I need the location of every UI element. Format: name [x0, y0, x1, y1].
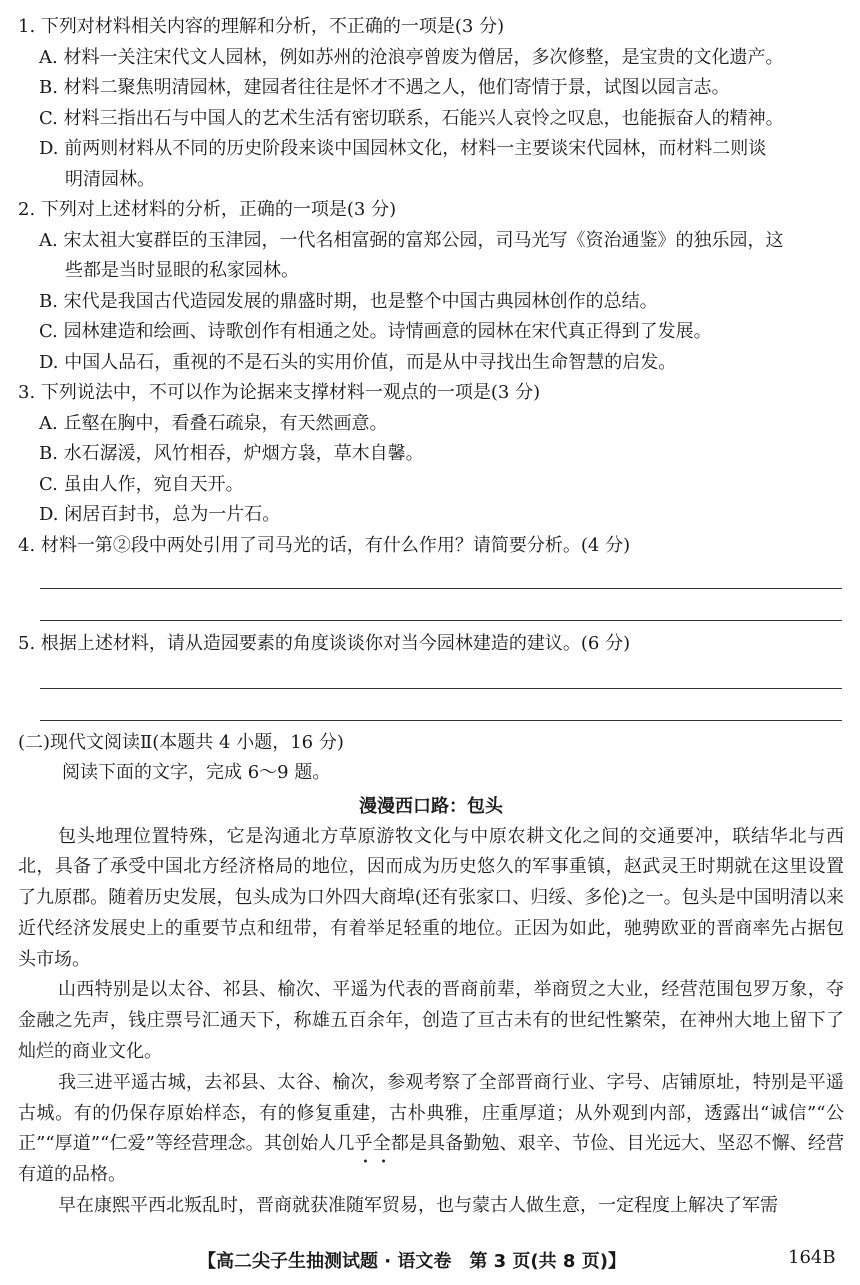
q5-stem: 5. 根据上述材料，请从造园要素的角度谈谈你对当今园林建造的建议。(6 分) [18, 633, 631, 654]
article-paragraph-1: 包头地理位置特殊，它是沟通北方草原游牧文化与中原农耕文化之间的交通要冲，联结华北与西北，具备了承受中国北方经济格局的地位，因而成为历史悠久的军事重镇，赵武灵王时期就在这里设置了九原郡。随着历史发展，包头成为口外四大商埠(还有张家口、归绥、多伦)之一。包头是中国明清以来近代经济发展史上的重要节点和纽带，有着举足轻重的地位。正因为如此，驰骋欧亚的晋商率先占据包头市场。 [18, 825, 844, 970]
q1-option-a: A. 材料一关注宋代文人园林，例如苏州的沧浪亭曾废为僧居，多次修整，是宝贵的文化遗产。 [39, 46, 784, 68]
page-footer [0, 1243, 860, 1275]
emphasis-char-1: 几 [336, 1133, 355, 1155]
q1-option-b: B. 材料二聚焦明清园林，建园者往往是怀才不遇之人，他们寄情于景，试图以园言志。 [39, 77, 730, 98]
q1-stem: 1. 下列对材料相关内容的理解和分析，不正确的一项是(3 分) [18, 16, 505, 37]
q1-option-d-continued: 明清园林。 [65, 168, 155, 190]
q3-option-d: D. 闲居百封书，总为一片石。 [39, 504, 281, 525]
article-title: 漫漫西口路：包头 [359, 795, 503, 817]
emphasis-char-2: 乎 [354, 1133, 373, 1155]
q2-option-b: B. 宋代是我国古代造园发展的鼎盛时期，也是整个中国古典园林创作的总结。 [39, 290, 658, 312]
section-instruction: 阅读下面的文字，完成 6～9 题。 [62, 762, 331, 783]
q2-option-a: A. 宋太祖大宴群臣的玉津园，一代名相富弼的富郑公园，司马光写《资治通鉴》的独乐园，这 [39, 229, 784, 251]
exam-page [18, 12, 844, 1222]
article-paragraph-4: 早在康熙平西北叛乱时，晋商就获准随军贸易，也与蒙古人做生意，一定程度上解决了军需 [58, 1195, 778, 1217]
article-paragraph-3-rest: 全都是具备勤勉、艰辛、节俭、目光远大、坚忍不懈、经营有道的品格。 [18, 1133, 845, 1186]
q3-stem: 3. 下列说法中，不可以作为论据来支撑材料一观点的一项是(3 分) [18, 382, 541, 403]
q3-option-b: B. 水石潺湲，风竹相吞，炉烟方袅，草木自馨。 [39, 443, 424, 464]
q3-option-a: A. 丘壑在胸中，看叠石疏泉，有天然画意。 [39, 412, 388, 434]
q3-option-c: C. 虽由人作，宛自天开。 [39, 473, 244, 495]
footer-label: 【高二尖子生抽测试题 · 语文卷 第 3 页(共 8 页)】 [198, 1251, 626, 1272]
article-paragraph-3-text: 我三进平遥古城，去祁县、太谷、榆次，参观考察了全部晋商行业、字号、店铺原址，特别是平遥古城。有的仍保存原始样态，有的修复重建，古朴典雅，庄重厚道；从外观到内部，透露出“诚信”“公正”“厚道”“仁爱”等经营理念。其创始人 [18, 1071, 844, 1155]
q4-stem: 4. 材料一第②段中两处引用了司马光的话，有什么作用？请简要分析。(4 分) [18, 534, 631, 556]
section-header: (二)现代文阅读Ⅱ(本题共 4 小题，16 分) [18, 731, 344, 753]
article-paragraph-3 [18, 1068, 844, 1191]
q2-option-a-continued: 些都是当时显眼的私家园林。 [65, 260, 299, 281]
q1-option-d: D. 前两则材料从不同的历史阶段来谈中国园林文化，材料一主要谈宋代园林，而材料二则谈 [39, 138, 767, 159]
q2-stem: 2. 下列对上述材料的分析，正确的一项是(3 分) [18, 199, 397, 220]
article-paragraph-2: 山西特别是以太谷、祁县、榆次、平遥为代表的晋商前辈，举商贸之大业，经营范围包罗万象，夺金融之先声，钱庄票号汇通天下，称雄五百余年，创造了亘古未有的世纪性繁荣，在神州大地上留下了灿烂的商业文化。 [18, 979, 844, 1063]
q1-option-c: C. 材料三指出石与中国人的艺术生活有密切联系，石能兴人哀怜之叹息，也能振奋人的精神。 [39, 107, 784, 129]
footer-code: 164B [788, 1247, 836, 1268]
q2-option-c: C. 园林建造和绘画、诗歌创作有相通之处。诗情画意的园林在宋代真正得到了发展。 [39, 321, 712, 342]
q2-option-d: D. 中国人品石，重视的不是石头的实用价值，而是从中寻找出生命智慧的启发。 [39, 351, 677, 373]
